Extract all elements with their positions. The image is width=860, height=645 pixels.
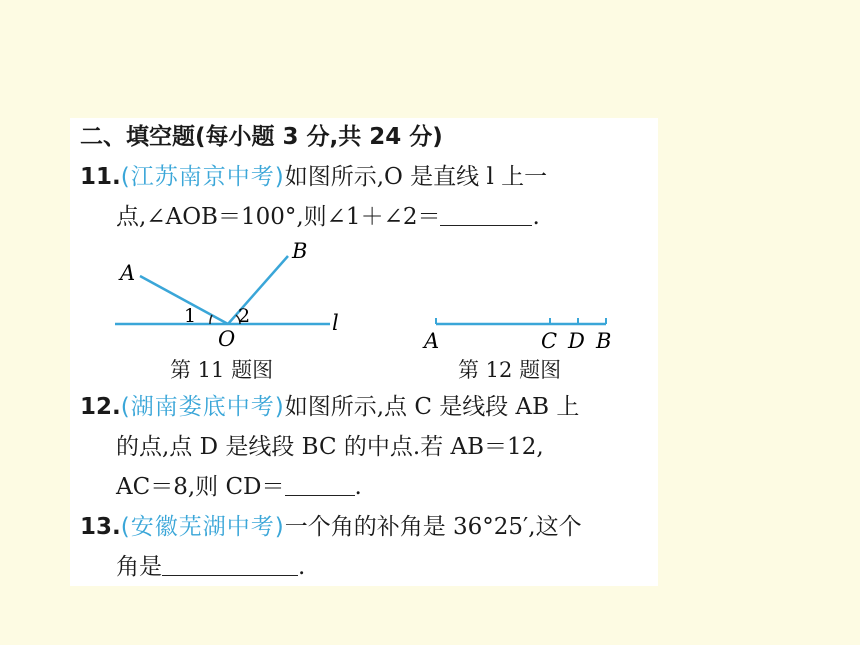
question-text: 一个角的补角是 36°25′,这个 [284,514,582,540]
question-source: (湖南娄底中考) [120,394,285,420]
question-text: 如图所示,O 是直线 l 上一 [284,164,548,190]
answer-blank[interactable] [162,553,298,576]
question-text: 如图所示,点 C 是线段 AB 上 [284,394,580,420]
figure-11-caption: 第 11 题图 [170,358,274,382]
label-B: B [292,240,308,263]
question-number: 13. [80,514,121,540]
answer-blank[interactable] [285,473,355,496]
answer-blank[interactable] [440,203,532,226]
period: . [298,554,306,580]
figure-12 [420,308,620,352]
question-number: 11. [80,164,121,190]
question-11-line2 [116,202,540,232]
question-12-line1 [80,392,579,422]
question-13-line2 [116,552,305,582]
label-D: D [568,329,585,352]
question-13-line1 [80,512,582,542]
question-12-line3 [116,472,362,502]
question-card [70,118,658,586]
section-title: 二、填空题(每小题 3 分,共 24 分) [80,124,443,150]
figure-11 [110,240,350,350]
question-text: 角是 [116,554,162,580]
question-source: (江苏南京中考) [120,164,285,190]
figure-12-caption: 第 12 题图 [458,358,562,382]
question-source: (安徽芜湖中考) [120,514,285,540]
question-12-line2: 的点,点 D 是线段 BC 的中点.若 AB＝12, [116,434,544,460]
label-B: B [596,329,612,352]
label-angle-2: 2 [238,305,251,327]
question-text: AC＝8,则 CD＝ [116,474,285,500]
question-number: 12. [80,394,121,420]
label-C: C [541,329,558,352]
label-O: O [218,327,236,350]
label-A: A [424,329,440,352]
label-angle-1: 1 [184,305,197,327]
angle-1-arc [210,315,212,324]
period: . [354,474,362,500]
period: . [532,204,540,230]
question-11-line1 [80,162,547,192]
question-text: 点,∠AOB＝100°,则∠1＋∠2＝ [116,204,441,230]
label-A: A [120,261,136,285]
label-l: l [332,311,339,335]
ray-OB [228,256,288,324]
